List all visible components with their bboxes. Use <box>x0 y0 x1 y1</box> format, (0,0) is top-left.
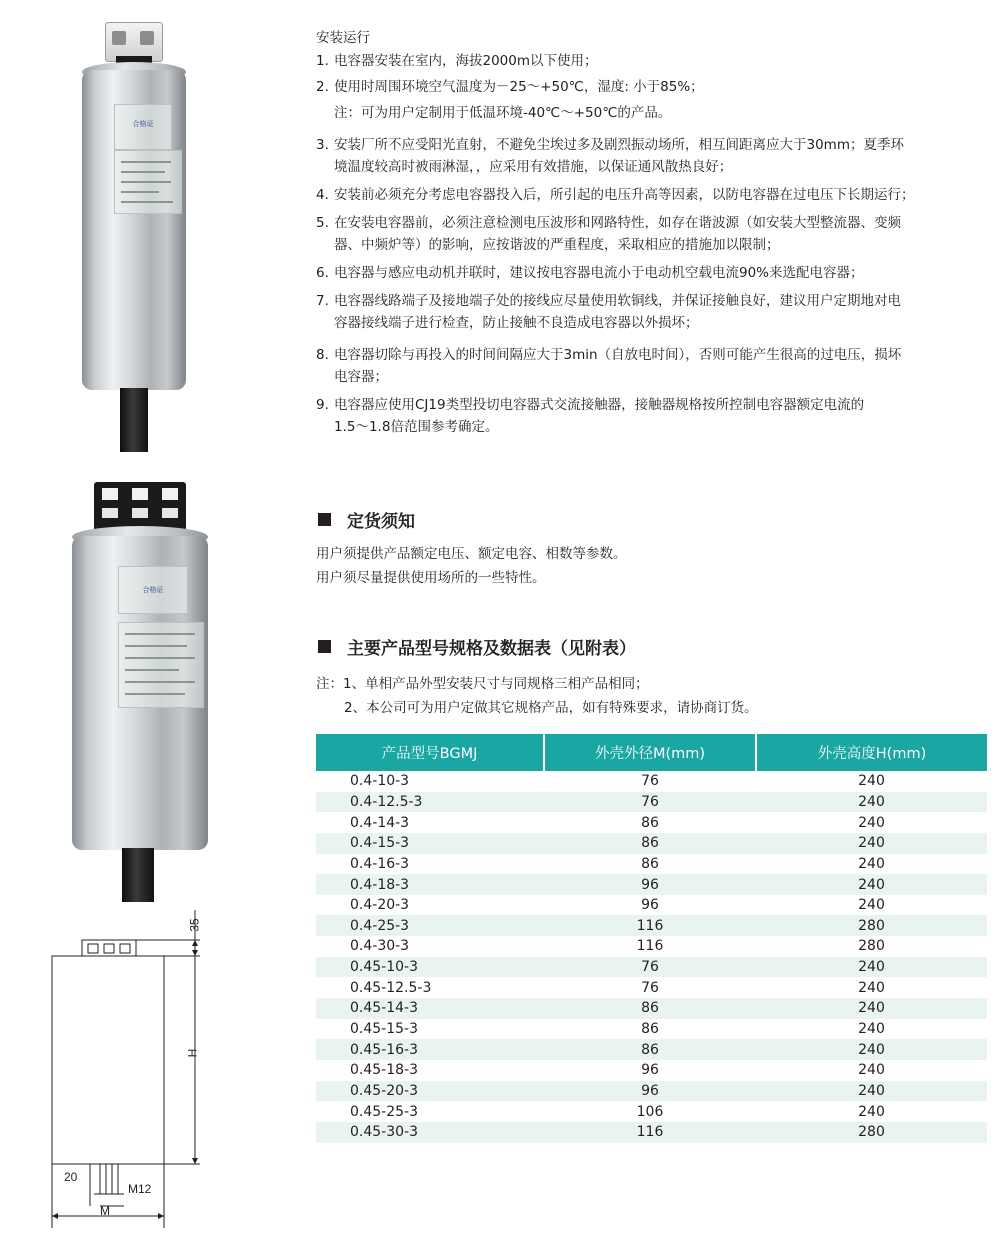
cell-diameter: 116 <box>544 1122 756 1143</box>
table-row <box>316 854 987 875</box>
table-row <box>316 1081 987 1102</box>
cell-model: 0.4-25-3 <box>316 915 544 936</box>
dim-bottom-label: 20 <box>64 1170 78 1184</box>
cell-height: 240 <box>858 773 885 790</box>
cell-height: 240 <box>756 1039 987 1060</box>
cell-height: 280 <box>858 938 885 955</box>
cell-model: 0.4-20-3 <box>350 897 410 914</box>
square-bullet-icon <box>318 513 331 526</box>
cell-height: 240 <box>756 792 987 813</box>
dim-width-label: M <box>100 1204 110 1218</box>
header-height: 外壳高度H(mm) <box>756 734 987 771</box>
cell-diameter: 86 <box>544 833 756 854</box>
order-text: 用户须提供产品额定电压、额定电容、相数等参数。 用户须尽量提供使用场所的一些特性。 <box>316 546 627 586</box>
spec-table <box>316 734 987 1143</box>
table-header-row <box>316 734 987 771</box>
qualification-tag <box>118 566 188 614</box>
cell-height: 280 <box>756 915 987 936</box>
spec-title: 主要产品型号规格及数据表（见附表） <box>347 639 636 659</box>
table-row <box>316 895 987 916</box>
cell-height: 240 <box>756 957 987 978</box>
nameplate <box>118 622 204 708</box>
dimension-drawing <box>30 910 220 1228</box>
install-item-5: 5. 在安装电容器前，必须注意检测电压波形和网路特性，如存在谐波源（如安装大型整流器、变频 器、中频炉等）的影响，应按谐波的严重程度，采取相应的措施加以限制； <box>316 215 901 253</box>
dim-top-label: 35 <box>187 918 202 932</box>
certificate-label: 合格证 <box>132 120 154 128</box>
cell-height: 240 <box>858 979 885 996</box>
square-bullet-icon <box>318 640 331 653</box>
install-item-2: 2. 使用时周围环境空气温度为－25～+50℃，湿度: 小于85%； <box>316 79 704 95</box>
header-diameter: 外壳外径M(mm) <box>544 734 756 771</box>
cell-diameter: 116 <box>636 938 664 955</box>
table-row <box>316 1039 987 1060</box>
table-row <box>316 771 987 792</box>
install-item-1: 1. 电容器安装在室内，海拔2000m以下使用； <box>316 53 598 69</box>
capacitor-photo-tall <box>70 22 200 452</box>
cell-model: 0.45-10-3 <box>316 957 544 978</box>
cell-height: 240 <box>858 1103 885 1120</box>
cable <box>122 848 154 902</box>
table-row <box>316 915 987 936</box>
install-item-6: 6. 电容器与感应电动机并联时，建议按电容器电流小于电动机空载电流90%来选配电容器； <box>316 265 864 281</box>
cell-height: 240 <box>756 1081 987 1102</box>
cell-diameter: 116 <box>544 915 756 936</box>
spec-table-body <box>316 771 987 1143</box>
install-item-9: 9. 电容器应使用CJ19类型投切电容器式交流接触器，接触器规格按所控制电容器额定电流的 1.5～1.8倍范围参考确定。 <box>316 397 865 435</box>
table-row <box>316 812 987 833</box>
table-row <box>316 792 987 813</box>
cell-model: 0.45-12.5-3 <box>350 979 432 996</box>
spec-heading <box>318 634 636 659</box>
nameplate <box>114 150 182 214</box>
install-note: 注：可为用户定制用于低温环境-40℃～+50℃的产品。 <box>334 105 672 121</box>
cell-diameter: 86 <box>544 1039 756 1060</box>
cell-model: 0.4-10-3 <box>350 773 410 790</box>
install-item-7: 7. 电容器线路端子及接地端子处的接线应尽量使用软铜线，并保证接触良好，建议用户定期地对电 容器接线端子进行检查，防止接触不良造成电容器以外损坏； <box>316 293 901 331</box>
cell-diameter: 76 <box>544 792 756 813</box>
cell-height: 240 <box>756 874 987 895</box>
cell-height: 240 <box>756 833 987 854</box>
cell-model: 0.45-18-3 <box>350 1062 418 1079</box>
qualification-tag <box>114 104 172 150</box>
install-item-4: 4. 安装前必须充分考虑电容器投入后，所引起的电压升高等因素，以防电容器在过电压下长期运行； <box>316 187 915 203</box>
table-row <box>316 1060 987 1081</box>
cell-model: 0.4-12.5-3 <box>316 792 544 813</box>
table-row <box>316 874 987 895</box>
cable <box>120 388 148 452</box>
table-row <box>316 833 987 854</box>
cell-diameter: 76 <box>641 979 659 996</box>
install-item-3: 3. 安装厂所不应受阳光直射，不避免尘埃过多及剧烈振动场所，相互间距离应大于30mm；夏季环 境温度较高时被雨淋湿，，应采用有效措施，以保证通风散热良好； <box>316 137 904 175</box>
cell-diameter: 96 <box>641 1062 659 1079</box>
cell-diameter: 76 <box>544 957 756 978</box>
order-title: 定货须知 <box>347 512 415 532</box>
cell-model: 0.45-16-3 <box>316 1039 544 1060</box>
cell-model: 0.4-15-3 <box>316 833 544 854</box>
cell-height: 240 <box>858 897 885 914</box>
cell-height: 240 <box>756 998 987 1019</box>
cell-height: 280 <box>756 1122 987 1143</box>
cell-diameter: 106 <box>636 1103 664 1120</box>
cell-diameter: 86 <box>544 998 756 1019</box>
dim-height-label: H <box>185 1048 200 1058</box>
cell-model: 0.4-16-3 <box>350 855 410 872</box>
capacitor-photo-short <box>70 482 210 902</box>
table-row <box>316 1101 987 1122</box>
spec-notes: 注：1、单相产品外型安装尺寸与同规格三相产品相同； 2、本公司可为用户定做其它规格产品，如有特殊要求，请协商订货。 <box>316 676 758 716</box>
cell-model: 0.4-18-3 <box>316 874 544 895</box>
install-title: 安装运行 <box>316 30 370 46</box>
table-row <box>316 998 987 1019</box>
table-row <box>316 977 987 998</box>
cell-model: 0.45-15-3 <box>350 1021 418 1037</box>
cell-diameter: 96 <box>544 1081 756 1102</box>
cell-diameter: 96 <box>641 897 659 914</box>
cell-diameter: 86 <box>641 1021 659 1037</box>
cell-model: 0.45-25-3 <box>350 1103 418 1120</box>
cell-diameter: 86 <box>641 814 659 831</box>
cell-model: 0.4-30-3 <box>350 938 410 955</box>
install-list <box>316 50 996 438</box>
cell-diameter: 96 <box>544 874 756 895</box>
table-row <box>316 936 987 957</box>
order-heading <box>318 507 415 532</box>
cell-model: 0.45-20-3 <box>316 1081 544 1102</box>
cell-height: 240 <box>858 814 885 831</box>
cell-height: 240 <box>858 855 885 872</box>
header-model: 产品型号BGMJ <box>316 734 544 771</box>
table-row <box>316 1019 987 1040</box>
table-row <box>316 957 987 978</box>
cell-model: 0.4-14-3 <box>350 814 410 831</box>
cell-model: 0.45-14-3 <box>316 998 544 1019</box>
cell-diameter: 86 <box>641 855 659 872</box>
cell-diameter: 76 <box>641 773 659 790</box>
dim-bolt-label: M12 <box>128 1182 152 1196</box>
cell-height: 240 <box>858 1062 885 1079</box>
install-item-8: 8. 电容器切除与再投入的时间间隔应大于3min（自放电时间），否则可能产生很高的过电压，损坏 电容器； <box>316 347 902 385</box>
cell-model: 0.45-30-3 <box>316 1122 544 1143</box>
table-row <box>316 1122 987 1143</box>
certificate-label: 合格证 <box>142 586 164 594</box>
cell-height: 240 <box>858 1021 885 1037</box>
